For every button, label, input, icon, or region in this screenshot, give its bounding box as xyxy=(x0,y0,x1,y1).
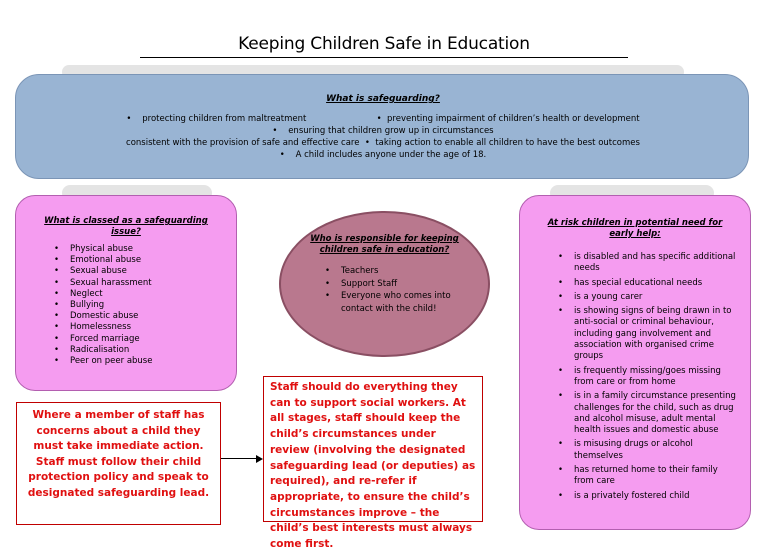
responsible-item: • Everyone who comes into contact with the child! xyxy=(325,290,475,315)
issue-item: • Physical abuse xyxy=(54,244,152,255)
arrow-head-icon xyxy=(256,455,263,463)
bullet: • xyxy=(126,114,143,124)
heading-line-2: issue? xyxy=(111,227,141,237)
bullet: • xyxy=(279,150,296,160)
safeguarding-issues-panel xyxy=(15,195,237,391)
at-risk-item: • is frequently missing/goes missing from care or from home xyxy=(558,366,738,389)
responsibility-oval xyxy=(279,211,490,357)
definition-item-circumstances: ensuring that children grow up in circumstances xyxy=(288,126,494,136)
issue-item: • Forced marriage xyxy=(54,334,152,345)
concern-action-box: Where a member of staff has concerns about a child they must take immediate action. Staff must follow their child protection policy and speak to designated safeguarding lead. xyxy=(16,402,221,525)
at-risk-item: • is disabled and has specific additional needs xyxy=(558,252,738,275)
at-risk-panel xyxy=(519,195,751,530)
what-is-safeguarding-panel xyxy=(15,74,749,179)
page-title: Keeping Children Safe in Education xyxy=(238,34,530,54)
responsibility-list xyxy=(325,265,475,315)
at-risk-item: • is a privately fostered child xyxy=(558,491,738,502)
definition-item-outcomes: taking action to enable all children to have the best outcomes xyxy=(375,138,640,148)
bullet: • xyxy=(359,138,376,148)
definition-line-4 xyxy=(16,149,750,161)
definition-item-safe-care: consistent with the provision of safe and effective care xyxy=(126,138,360,148)
responsibility-heading xyxy=(281,234,488,256)
spacer: • xyxy=(306,114,388,124)
responsible-item: • Teachers xyxy=(325,265,475,278)
bullet: • xyxy=(272,126,289,136)
definition-item-impairment: preventing impairment of children’s health or development xyxy=(387,114,640,124)
issue-item: • Homelessness xyxy=(54,322,152,333)
definition-line-2 xyxy=(16,125,750,137)
definition-line-1 xyxy=(16,113,750,125)
at-risk-item: • is in a family circumstance presenting challenges for the child, such as drug and alcohol misuse, adult mental health issues and domestic abuse xyxy=(558,391,738,436)
issue-item: • Domestic abuse xyxy=(54,311,152,322)
at-risk-item: • has returned home to their family from care xyxy=(558,465,738,488)
at-risk-item: • is a young carer xyxy=(558,292,738,303)
issue-item: • Sexual harassment xyxy=(54,278,152,289)
at-risk-heading xyxy=(520,218,750,240)
at-risk-item: • has special educational needs xyxy=(558,278,738,289)
definition-item-age: A child includes anyone under the age of 18. xyxy=(295,150,487,160)
at-risk-item: • is showing signs of being drawn in to anti-social or criminal behaviour, including gang involvement and association with organised crime groups xyxy=(558,306,738,362)
title-underline xyxy=(140,57,628,58)
definition-item-maltreatment: protecting children from maltreatment xyxy=(142,114,307,124)
responsible-item: • Support Staff xyxy=(325,278,475,291)
staff-responsibility-box: Staff should do everything they can to support social workers. At all stages, staff should keep the child’s circumstances under review (involving the designated safeguarding lead (or deputies) as required), and re-refer if appropriate, to ensure the child’s circumstances improve – the child’s best interests must always come first. xyxy=(263,376,483,522)
at-risk-list xyxy=(558,252,738,505)
safeguarding-issues-list xyxy=(54,244,152,367)
heading-line-1: Who is responsible for keeping xyxy=(310,234,459,244)
issue-item: • Radicalisation xyxy=(54,345,152,356)
safeguarding-definition xyxy=(16,113,750,161)
heading-line-2: children safe in education? xyxy=(319,245,450,255)
issue-item: • Neglect xyxy=(54,289,152,300)
definition-line-3 xyxy=(16,137,750,149)
issue-item: • Bullying xyxy=(54,300,152,311)
at-risk-item: • is misusing drugs or alcohol themselves xyxy=(558,439,738,462)
heading-line-1: What is classed as a safeguarding xyxy=(44,216,208,226)
heading-line-2: early help: xyxy=(609,229,661,239)
arrow-connector xyxy=(221,458,257,459)
what-is-safeguarding-heading: What is safeguarding? xyxy=(326,94,440,104)
heading-line-1: At risk children in potential need for xyxy=(547,218,723,228)
issue-item: • Emotional abuse xyxy=(54,255,152,266)
safeguarding-issues-heading xyxy=(16,216,236,238)
issue-item: • Peer on peer abuse xyxy=(54,356,152,367)
issue-item: • Sexual abuse xyxy=(54,266,152,277)
